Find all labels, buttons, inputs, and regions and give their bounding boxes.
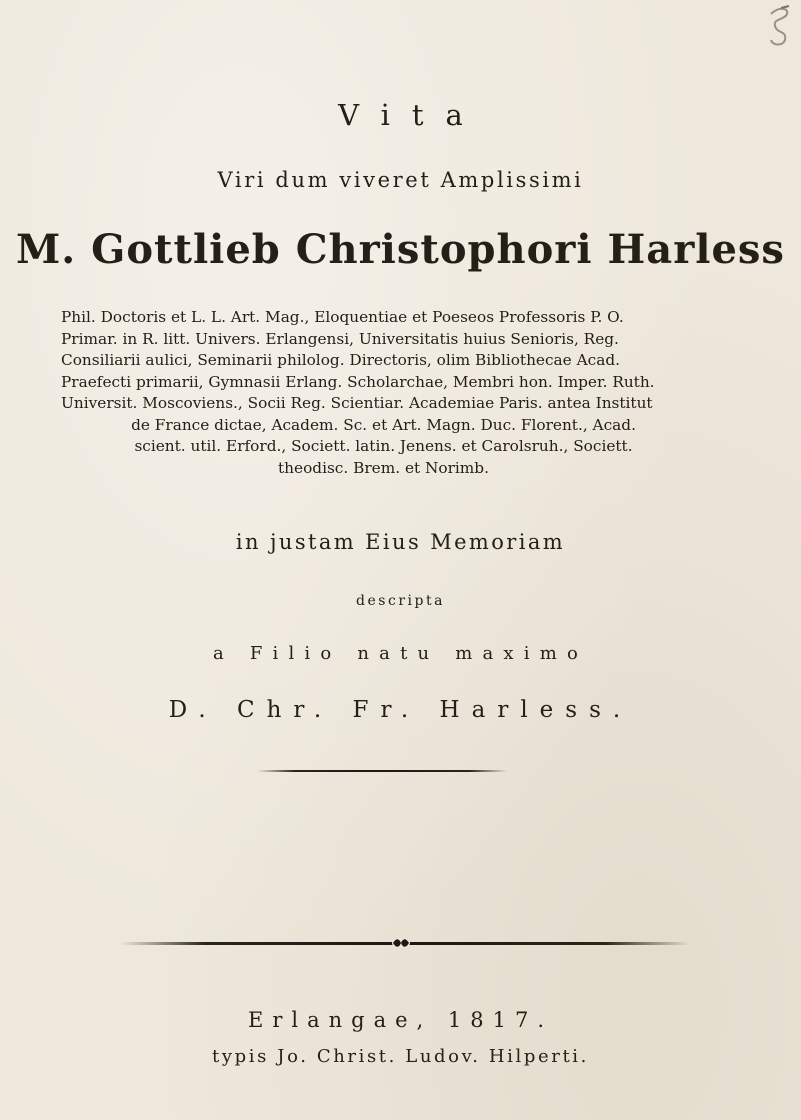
- heading-vita: Vita: [338, 98, 485, 132]
- author-line: D. Chr. Fr. Harless.: [168, 697, 633, 723]
- titles-line: Universit. Moscoviens., Socii Reg. Scientiar. Academiae Paris. antea Institut: [61, 394, 653, 412]
- titles-line: Consiliarii aulici, Seminarii philolog. Directoris, olim Bibliothecae Acad.: [61, 351, 620, 369]
- titles-line: Primar. in R. litt. Univers. Erlangensi, Universitatis huius Senioris, Reg.: [61, 329, 619, 348]
- imprint-place-year: Erlangae, 1817.: [248, 1008, 553, 1032]
- descripta-line: descripta: [356, 593, 445, 609]
- subtitle-line: Viri dum viveret Amplissimi: [217, 168, 584, 192]
- titles-line: theodisc. Brem. et Norimb.: [278, 458, 489, 477]
- person-name: M. Gottlieb Christophori Harless: [16, 226, 785, 273]
- academic-titles-paragraph: [61, 307, 706, 479]
- titles-line: Phil. Doctoris et L. L. Art. Mag., Eloquentiae et Poeseos Professoris P. O.: [61, 308, 624, 326]
- rule-ornament-icon: [391, 937, 411, 949]
- titles-line: scient. util. Erford., Societt. latin. Jenens. et Carolsruh., Societt.: [134, 437, 633, 455]
- memoriam-line: in justam Eius Memoriam: [235, 530, 566, 554]
- imprint-printer: typis Jo. Christ. Ludov. Hilperti.: [212, 1046, 589, 1067]
- titles-line: Praefecti primarii, Gymnasii Erlang. Scholarchae, Membri hon. Imper. Ruth.: [61, 372, 655, 391]
- page-corner-mark: [765, 4, 791, 50]
- titles-line: de France dictae, Academ. Sc. et Art. Magn. Duc. Florent., Acad.: [131, 415, 636, 434]
- short-rule-divider: [257, 770, 507, 772]
- filio-line: a Filio natu maximo: [212, 643, 589, 664]
